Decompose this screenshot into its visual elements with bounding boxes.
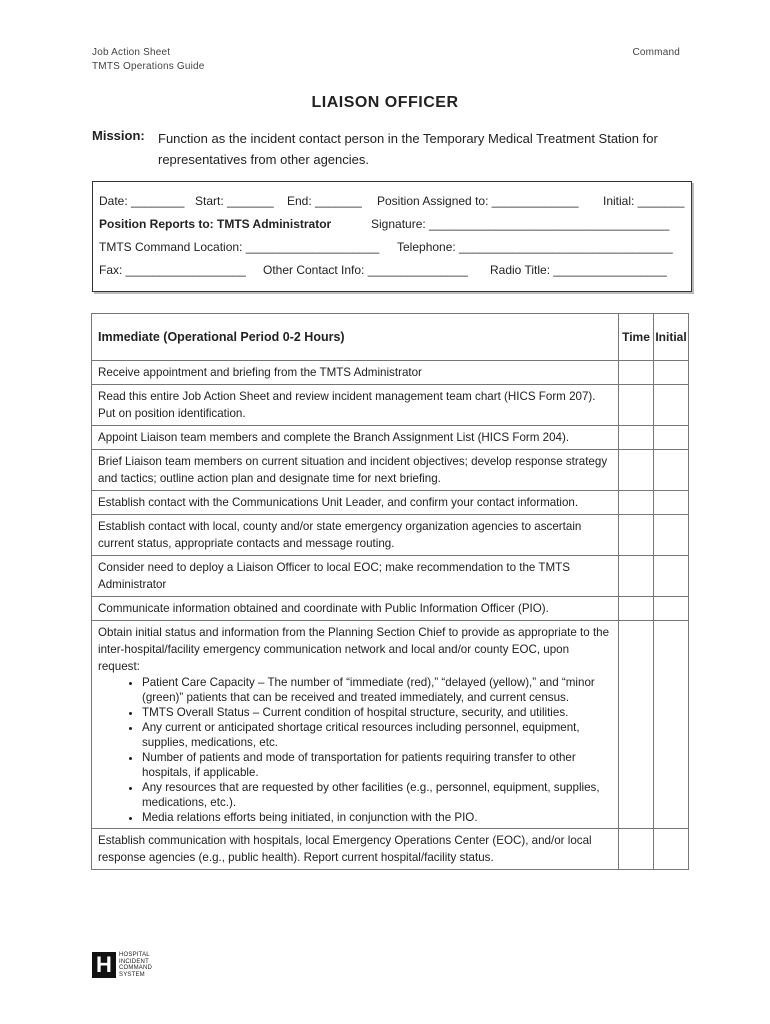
time-cell[interactable] xyxy=(619,450,654,491)
initial-cell[interactable] xyxy=(654,426,689,450)
task-text: Receive appointment and briefing from the TMTS Administrator xyxy=(92,361,619,385)
logo-word: INCIDENT xyxy=(119,958,149,965)
page-title: LIAISON OFFICER xyxy=(311,94,459,111)
bullet-item: • Any resources that are requested by other facilities (e.g., personnel, equipment, supplies, medications, etc.). xyxy=(142,780,612,810)
initial-cell[interactable] xyxy=(654,597,689,621)
task-text: Brief Liaison team members on current situation and incident objectives; develop response strategy and tactics; outline action plan and designate time for next briefing. xyxy=(92,450,619,491)
hics-logo-letter: H xyxy=(92,952,116,978)
bullet-item: • Any current or anticipated shortage critical resources including personnel, equipment, supplies, medications, etc. xyxy=(142,720,612,750)
initial-cell[interactable] xyxy=(654,450,689,491)
initial-cell[interactable] xyxy=(654,515,689,556)
time-cell[interactable] xyxy=(619,829,654,870)
time-cell[interactable] xyxy=(619,621,654,829)
task-text: Establish communication with hospitals, local Emergency Operations Center (EOC), and/or local response agencies (e.g., public health). Report current hospital/facility status. xyxy=(92,829,619,870)
table-header-row xyxy=(92,314,689,361)
task-text: Establish contact with local, county and/or state emergency organization agencies to ascertain current status, appropriate contacts and message routing. xyxy=(92,515,619,556)
bullet-item: • Patient Care Capacity – The number of “immediate (red),” “delayed (yellow),” and “minor (green)” patients that can be received and treated immediately, and current census. xyxy=(142,675,612,705)
telephone-field[interactable]: Telephone: ________________________________ xyxy=(397,240,673,254)
time-cell[interactable] xyxy=(619,491,654,515)
header-guide-name: TMTS Operations Guide xyxy=(92,61,205,72)
time-cell[interactable] xyxy=(619,556,654,597)
initial-cell[interactable] xyxy=(654,361,689,385)
initial-column-header: Initial xyxy=(654,314,689,361)
time-cell[interactable] xyxy=(619,515,654,556)
table-row xyxy=(92,621,689,829)
table-row xyxy=(92,597,689,621)
table-row xyxy=(92,491,689,515)
bullet-item: • Media relations efforts being initiated, in conjunction with the PIO. xyxy=(142,810,612,825)
logo-word: COMMAND xyxy=(119,965,153,971)
logo-word: SYSTEM xyxy=(119,971,145,978)
time-cell[interactable] xyxy=(619,597,654,621)
start-field[interactable]: Start: _______ xyxy=(195,194,274,208)
bullet-item: • TMTS Overall Status – Current condition of hospital structure, security, and utilities. xyxy=(142,705,612,720)
table-row xyxy=(92,556,689,597)
command-location-field[interactable]: TMTS Command Location: ____________________ xyxy=(99,240,380,254)
signature-field[interactable]: Signature: ____________________________________ xyxy=(371,217,670,231)
bullet-item: • Number of patients and mode of transportation for patients requiring transfer to other hospitals, if applicable. xyxy=(142,750,612,780)
position-info-box xyxy=(92,181,692,292)
time-cell[interactable] xyxy=(619,361,654,385)
task-text: Appoint Liaison team members and complete the Branch Assignment List (HICS Form 204). xyxy=(92,426,619,450)
task-text: Communicate information obtained and coordinate with Public Information Officer (PIO). xyxy=(92,597,619,621)
task-text-with-bullets xyxy=(92,621,619,829)
fax-field[interactable]: Fax: __________________ xyxy=(99,263,246,277)
table-row xyxy=(92,361,689,385)
radio-title-field[interactable]: Radio Title: _________________ xyxy=(490,263,667,277)
section-title: Immediate (Operational Period 0-2 Hours) xyxy=(92,314,619,361)
header-sheet-type: Job Action Sheet xyxy=(92,47,171,58)
initial-cell[interactable] xyxy=(654,829,689,870)
mission-label: Mission: xyxy=(92,128,145,143)
task-text: Establish contact with the Communications Unit Leader, and confirm your contact information. xyxy=(92,491,619,515)
table-row xyxy=(92,450,689,491)
hics-logo-words xyxy=(119,952,152,978)
initial-field[interactable]: Initial: _______ xyxy=(603,194,685,208)
task-table xyxy=(91,313,689,870)
position-assigned-field[interactable]: Position Assigned to: _____________ xyxy=(377,194,579,208)
task-intro: Obtain initial status and information from the Planning Section Chief to provide as appropriate to the inter-hospital/facility emergency communication network and local and/or county EOC, upon request: xyxy=(98,626,610,673)
task-text: Consider need to deploy a Liaison Officer to local EOC; make recommendation to the TMTS Administrator xyxy=(92,556,619,597)
end-field[interactable]: End: _______ xyxy=(287,194,362,208)
time-cell[interactable] xyxy=(619,385,654,426)
reports-to-label: Position Reports to: TMTS Administrator xyxy=(99,217,332,231)
time-cell[interactable] xyxy=(619,426,654,450)
initial-cell[interactable] xyxy=(654,491,689,515)
hics-logo xyxy=(92,952,156,978)
initial-cell[interactable] xyxy=(654,621,689,829)
logo-word: HOSPITAL xyxy=(119,952,150,958)
mission-text: Function as the incident contact person in the Temporary Medical Treatment Station for representatives from other agencies. xyxy=(158,131,658,167)
table-row xyxy=(92,515,689,556)
table-row xyxy=(92,829,689,870)
table-row xyxy=(92,426,689,450)
header-section-name: Command xyxy=(632,47,680,58)
other-contact-field[interactable]: Other Contact Info: _______________ xyxy=(263,263,468,277)
initial-cell[interactable] xyxy=(654,385,689,426)
status-bullet-list xyxy=(98,675,612,825)
task-text: Read this entire Job Action Sheet and review incident management team chart (HICS Form 207). Put on position identification. xyxy=(92,385,619,426)
table-row xyxy=(92,385,689,426)
date-field[interactable]: Date: ________ xyxy=(99,194,185,208)
time-column-header: Time xyxy=(619,314,654,361)
initial-cell[interactable] xyxy=(654,556,689,597)
document-header xyxy=(92,46,205,74)
